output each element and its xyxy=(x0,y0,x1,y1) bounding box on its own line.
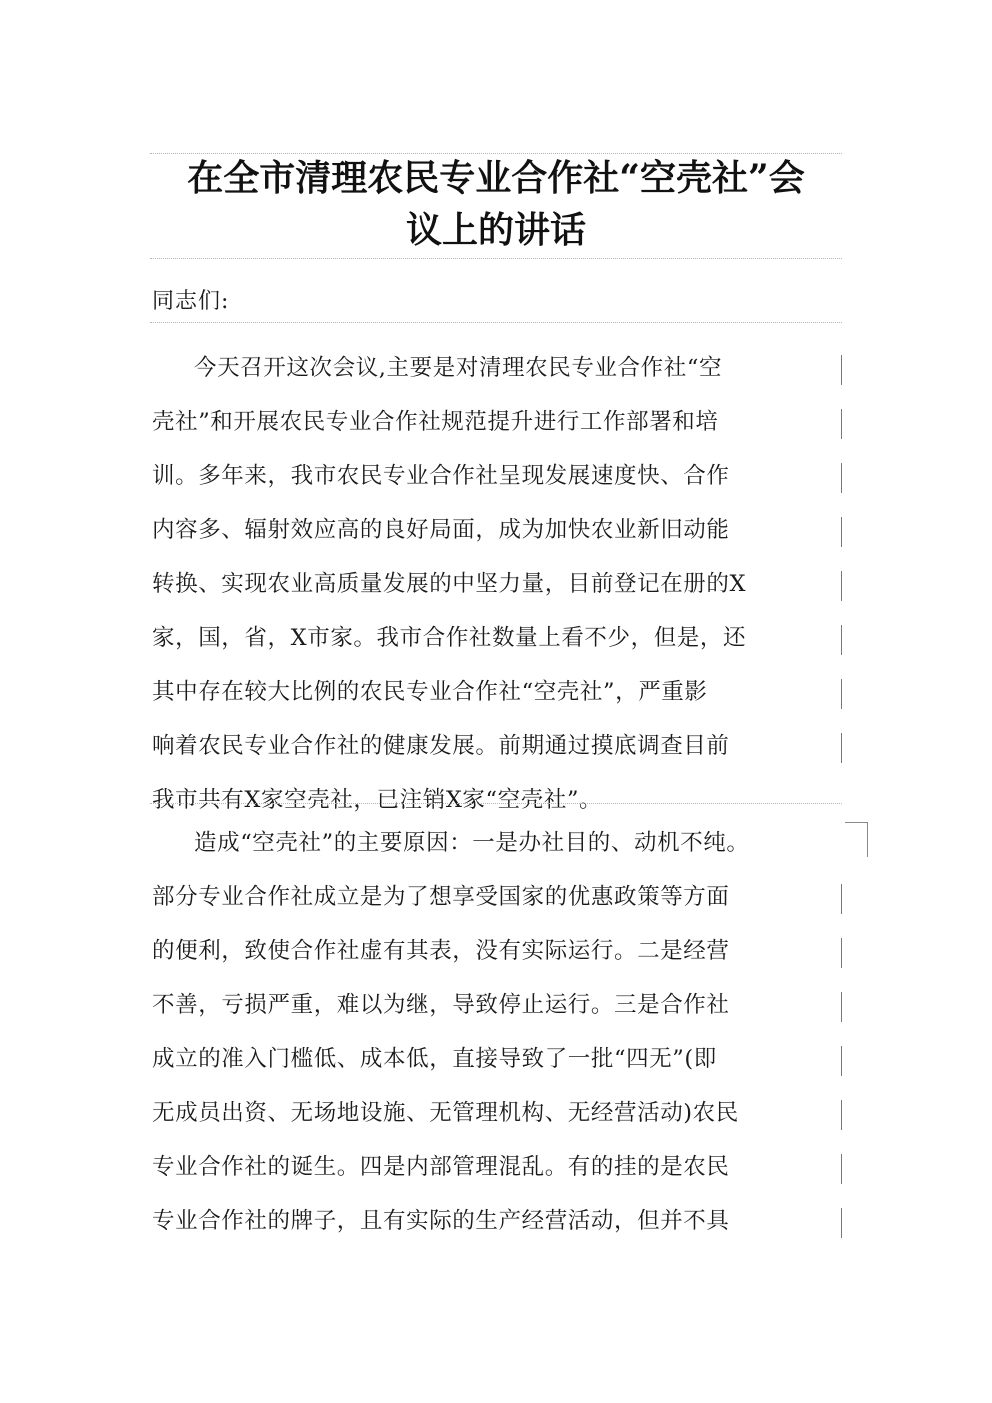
paragraph-line: 家，国，省，X市家。我市合作社数量上看不少，但是，还 xyxy=(152,611,842,665)
salutation-rule xyxy=(150,322,842,323)
paragraph-2 xyxy=(152,816,842,1248)
paragraph-line: 无成员出资、无场地设施、无管理机构、无经营活动)农民 xyxy=(152,1086,842,1140)
paragraph-line: 训。多年来，我市农民专业合作社呈现发展速度快、合作 xyxy=(152,449,842,503)
paragraph-line: 不善，亏损严重，难以为继，导致停止运行。三是合作社 xyxy=(152,978,842,1032)
title-line: 在全市清理农民专业合作社“空壳社”会 xyxy=(187,157,805,199)
paragraph-rule xyxy=(150,803,842,804)
paragraph-line: 专业合作社的牌子，且有实际的生产经营活动，但并不具 xyxy=(152,1194,842,1248)
paragraph-line: 内容多、辐射效应高的良好局面，成为加快农业新旧动能 xyxy=(152,503,842,557)
paragraph-line: 其中存在较大比例的农民专业合作社“空壳社”，严重影 xyxy=(152,665,842,719)
title-line: 议上的讲话 xyxy=(405,209,586,251)
paragraph-line: 响着农民专业合作社的健康发展。前期通过摸底调查目前 xyxy=(152,719,842,773)
paragraph-line: 的便利，致使合作社虚有其表，没有实际运行。二是经营 xyxy=(152,924,842,978)
paragraph-line: 专业合作社的诞生。四是内部管理混乱。有的挂的是农民 xyxy=(152,1140,842,1194)
paragraph-line: 今天召开这次会议,主要是对清理农民专业合作社“空 xyxy=(152,341,842,395)
title-bottom-rule xyxy=(150,258,842,259)
paragraph-line: 壳社”和开展农民专业合作社规范提升进行工作部署和培 xyxy=(152,395,842,449)
corner-mark xyxy=(845,822,868,857)
paragraph-line: 成立的准入门槛低、成本低，直接导致了一批“四无”(即 xyxy=(152,1032,842,1086)
paragraph-line: 转换、实现农业高质量发展的中坚力量，目前登记在册的X xyxy=(152,557,842,611)
paragraph-line: 我市共有X家空壳社，已注销X家“空壳社”。 xyxy=(152,787,603,813)
paragraph-1 xyxy=(152,341,842,827)
paragraph-line: 部分专业合作社成立是为了想享受国家的优惠政策等方面 xyxy=(152,870,842,924)
salutation: 同志们: xyxy=(152,289,230,314)
document-title xyxy=(150,152,842,256)
paragraph-line: 造成“空壳社”的主要原因：一是办社目的、动机不纯。 xyxy=(194,830,750,856)
